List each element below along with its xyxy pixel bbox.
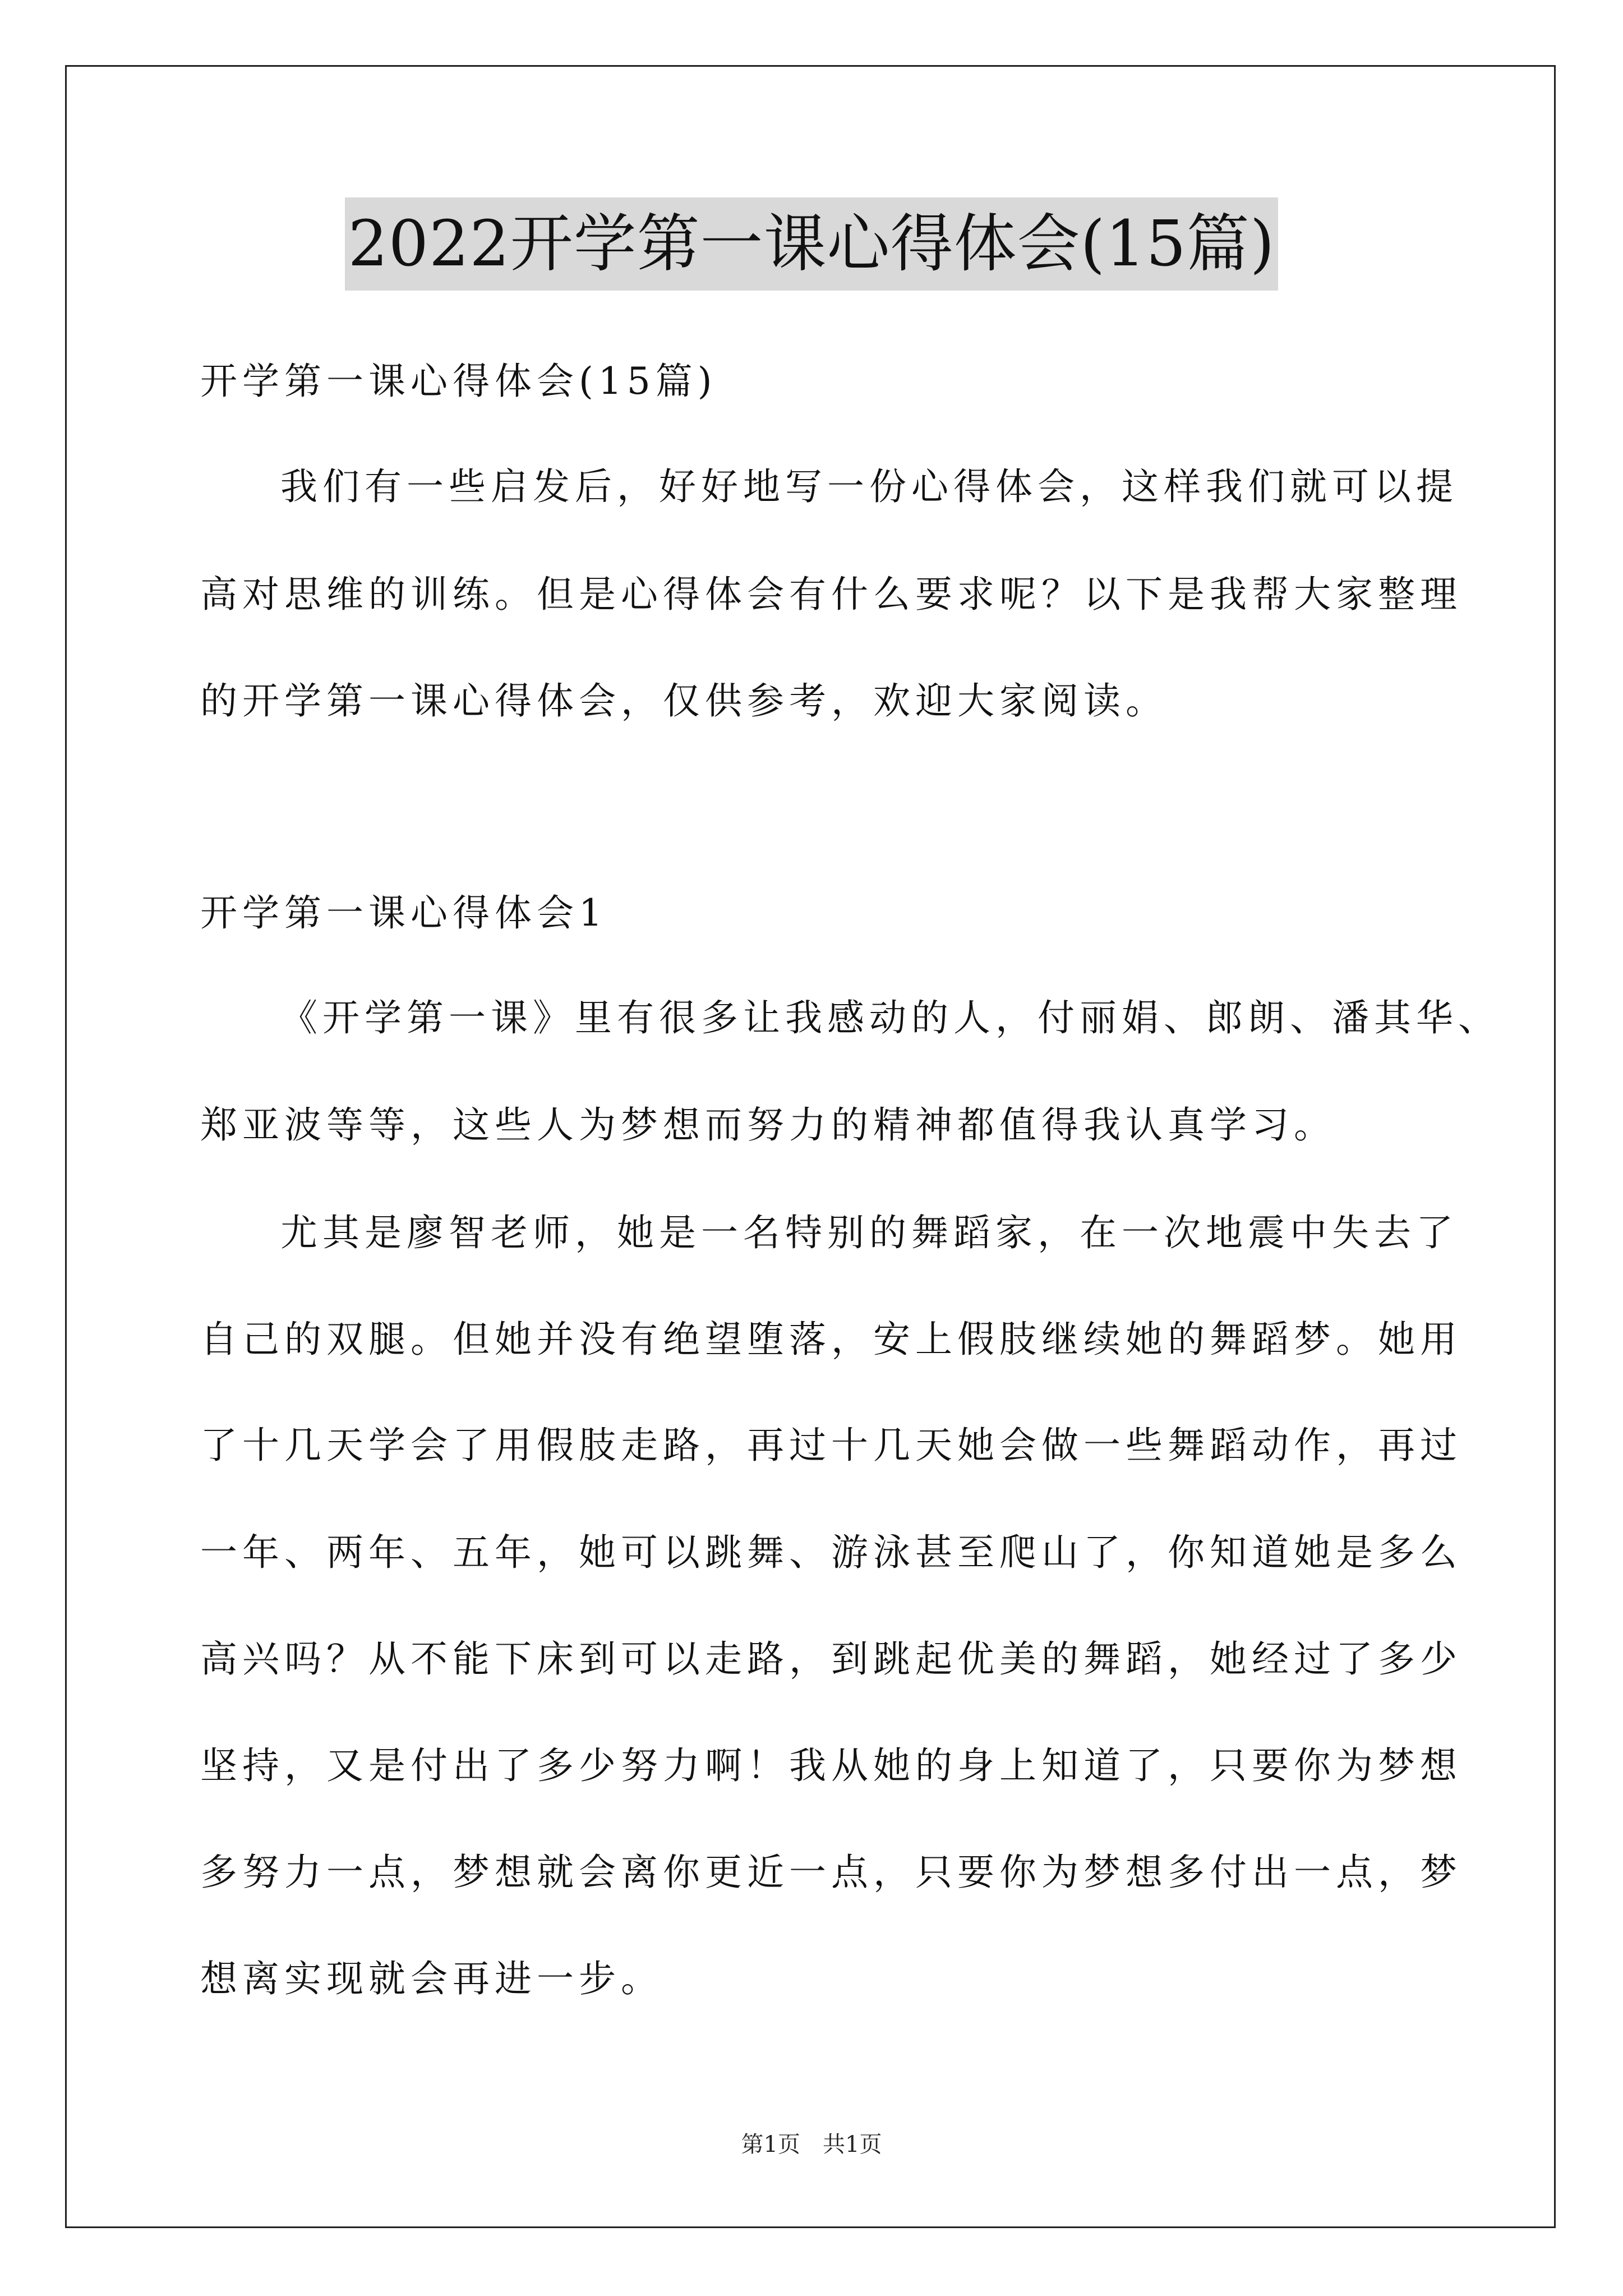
paragraph2-line: 高兴吗？从不能下床到可以走路，到跳起优美的舞蹈，她经过了多少 <box>200 1637 1462 1681</box>
paragraph2-line: 自己的双腿。但她并没有绝望堕落，安上假肢继续她的舞蹈梦。她用 <box>200 1318 1462 1361</box>
paragraph1-line: 郑亚波等等，这些人为梦想而努力的精神都值得我认真学习。 <box>200 1103 1336 1147</box>
document-title: 2022开学第一课心得体会(15篇) <box>345 197 1279 291</box>
title-container <box>0 197 1623 291</box>
paragraph2-line: 了十几天学会了用假肢走路，再过十几天她会做一些舞蹈动作，再过 <box>200 1424 1462 1467</box>
intro-line: 的开学第一课心得体会，仅供参考，欢迎大家阅读。 <box>200 679 1168 723</box>
paragraph2-line: 尤其是廖智老师，她是一名特别的舞蹈家，在一次地震中失去了 <box>280 1211 1458 1254</box>
intro-line: 我们有一些启发后，好好地写一份心得体会，这样我们就可以提 <box>280 465 1458 508</box>
paragraph1-line: 《开学第一课》里有很多让我感动的人，付丽娟、郎朗、潘其华、 <box>280 996 1500 1039</box>
page-number-footer: 第1页 共1页 <box>741 2132 882 2157</box>
paragraph2-line: 一年、两年、五年，她可以跳舞、游泳甚至爬山了，你知道她是多么 <box>200 1531 1462 1574</box>
section-heading: 开学第一课心得体会1 <box>200 891 607 935</box>
paragraph2-line: 坚持，又是付出了多少努力啊！我从她的身上知道了，只要你为梦想 <box>200 1744 1462 1787</box>
intro-line: 高对思维的训练。但是心得体会有什么要求呢？以下是我帮大家整理 <box>200 573 1462 616</box>
paragraph2-line: 想离实现就会再进一步。 <box>200 1957 663 2000</box>
paragraph2-line: 多努力一点，梦想就会离你更近一点，只要你为梦想多付出一点，梦 <box>200 1851 1462 1894</box>
document-subtitle: 开学第一课心得体会(15篇) <box>200 360 717 403</box>
